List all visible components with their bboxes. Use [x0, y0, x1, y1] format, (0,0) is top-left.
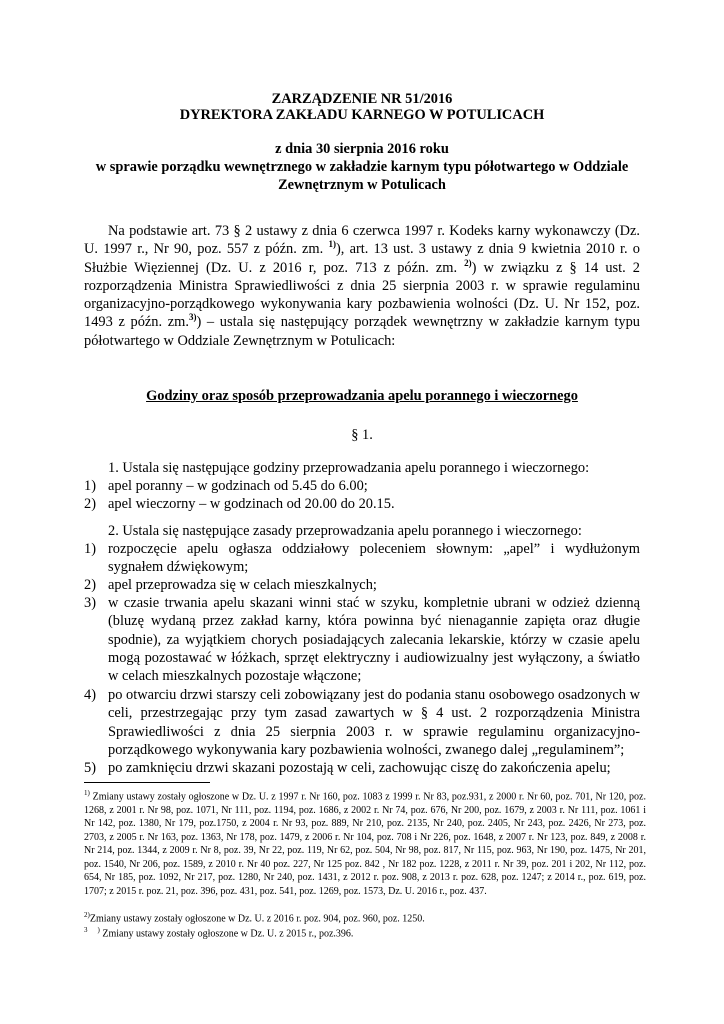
- issuer-title: DYREKTORA ZAKŁADU KARNEGO W POTULICACH: [179, 107, 545, 123]
- footnote-mark: 3: [84, 926, 88, 934]
- list-item-text: apel przeprowadza się w celach mieszkalnych;: [108, 577, 377, 593]
- footnote-ref-2: 2): [464, 257, 472, 268]
- list-item-text: apel poranny – w godzinach od 5.45 do 6.00;: [108, 478, 368, 494]
- footnote-mark-paren: ): [97, 926, 100, 934]
- footnote-text: Zmiany ustawy zostały ogłoszone w Dz. U. z 2015 r., poz.396.: [102, 928, 354, 940]
- footnote-text: Zmiany ustawy zostały ogłoszone w Dz. U. z 2016 r. poz. 904, poz. 960, poz. 1250.: [89, 913, 425, 925]
- list-item-text: po zamknięciu drzwi skazani pozostają w celi, zachowując ciszę do zakończenia apelu;: [108, 760, 611, 776]
- list-item: [84, 540, 640, 577]
- intro-text-3: ) w związku z § 14 ust. 2 rozporządzenia Ministra Sprawiedliwości z dnia 25 sierpnia 2003 r. w sprawie regulaminu organizacyjno-porządkowego wykonywania kary pozbawienia wolności (Dz. U. Nr 152, poz. 1493 z późn. zm.: [84, 259, 640, 331]
- list-item-number: 2): [84, 496, 96, 512]
- list-item-number: 4): [84, 687, 96, 703]
- list-item-number: 1): [84, 478, 96, 494]
- paragraph-mark: § 1.: [351, 427, 373, 443]
- list-item: [84, 594, 640, 685]
- list-item-number: 1): [84, 541, 96, 557]
- point-2-lead: 2. Ustala się następujące zasady przeprowadzania apelu porannego i wieczornego:: [108, 523, 582, 539]
- list-item-text: rozpoczęcie apelu ogłasza oddziałowy poleceniem słownym: „apel” i wydłużonym sygnałem dźwiękowym;: [108, 541, 640, 576]
- list-item-number: 5): [84, 760, 96, 776]
- list-item-text: w czasie trwania apelu skazani winni stać w szyku, kompletnie ubrani w odzież dzienną (bluzę wydaną przez zakład karny, która powinna być nienagannie zapięta oraz długie spodnie), za wyjątkiem chorych posiadających zalecania lekarskie, którzy w czasie apelu mogą pozostawać w łóżkach, sprzęt elektryczny i audiowizualny jest wyłączony, a światło w celach mieszkalnych pozostaje włączone;: [108, 595, 640, 685]
- list-item-number: 3): [84, 595, 96, 611]
- intro-text-4: ) – ustala się następujący porządek wewnętrzny w zakładzie karnym typu półotwartego w Oddziale Zewnętrznym w Potulicach:: [84, 314, 640, 349]
- list-item-number: 2): [84, 577, 96, 593]
- list-item: [84, 576, 640, 594]
- ordinance-date: z dnia 30 sierpnia 2016 roku: [275, 141, 449, 157]
- footnote-1: [84, 787, 646, 898]
- list-item-text: po otwarciu drzwi starszy celi zobowiązany jest do podania stanu osobowego osadzonych w celi, przestrzegając przy tym zasad zawartych w § 4 ust. 2 rozporządzenia Ministra Sprawiedliwości z dnia 25 sierpnia 2003 r. w sprawie regulaminu organizacyjno-porządkowego wykonywania kary pozbawienia wolności, zwanego dalej „regulaminem”;: [108, 687, 640, 758]
- footnote-mark: 1): [84, 789, 90, 797]
- footnote-3: [84, 924, 646, 941]
- list-item: [84, 686, 640, 759]
- subject-line-1: w sprawie porządku wewnętrznego w zakładzie karnym typu półotwartego w Oddziale: [95, 159, 629, 175]
- list-item: [84, 477, 640, 495]
- footnote-separator: [84, 782, 210, 783]
- section-heading: Godziny oraz sposób przeprowadzania apelu porannego i wieczornego: [146, 388, 578, 404]
- list-item-text: apel wieczorny – w godzinach od 20.00 do 20.15.: [108, 496, 395, 512]
- intro-text-1: Na podstawie art. 73 § 2 ustawy z dnia 6 czerwca 1997 r. Kodeks karny wykonawczy (Dz. U. 1997 r., Nr 90, poz. 557 z późn. zm.: [84, 223, 640, 258]
- legal-basis-paragraph: [84, 222, 640, 350]
- footnote-mark: 2): [84, 911, 90, 919]
- intro-text-2: ), art. 13 ust. 3 ustawy z dnia 9 kwietnia 2010 r. o Służbie Więziennej (Dz. U. z 2016 r, poz. 713 z późn. zm.: [84, 241, 640, 276]
- list-item: [84, 759, 640, 777]
- list-item: [84, 495, 640, 513]
- footnote-ref-3: 3): [188, 312, 197, 323]
- footnote-ref-1: 1): [328, 239, 336, 250]
- footnote-text: Zmiany ustawy zostały ogłoszone w Dz. U. z 1997 r. Nr 160, poz. 1083 z 1999 r. Nr 83, poz.931, z 2000 r. Nr 60, poz. 701, Nr 120, poz. 1268, z 2001 r. Nr 98, poz. 1071, Nr 111, poz. 1194, poz. 1686, z 2002 r. Nr 74, poz. 676, Nr 200, poz. 1679, z 2003 r. Nr 111, poz. 1061 i Nr 142, poz. 1380, Nr 179, poz.1750, z 2004 r. Nr 93, poz. 889, Nr 210, poz. 2135, Nr 240, poz. 2405, Nr 243, poz. 2426, Nr 273, poz. 2703, z 2005 r. Nr 163, poz. 1363, Nr 178, poz. 1479, z 2006 r. Nr 104, poz. 708 i Nr 226, poz. 1648, z 2007 r. Nr 123, poz. 849, z 2008 r. Nr 214, poz. 1344, z 2009 r. Nr 8, poz. 39, Nr 22, poz. 119, Nr 62, poz. 504, Nr 98, poz. 817, Nr 115, poz. 963, Nr 190, poz. 1475, Nr 201, poz. 1540, Nr 206, poz. 1589, z 2010 r. Nr 40 poz. 227, Nr 125 poz. 842 , Nr 182 poz. 1228, z 2011 r. Nr 39, poz. 201 i 202, Nr 112, poz. 654, Nr 185, poz. 1092, Nr 217, poz. 1280, Nr 240, poz. 1431, z 2012 r. poz. 908, z 2013 r. poz. 628, poz. 1247; z 2014 r., poz. 619, poz. 1707; z 2015 r. poz. 21, poz. 396, poz. 431, poz. 541, poz. 1269, poz. 1573, Dz. U. 2016 r., poz. 437.: [84, 791, 647, 897]
- subject-line-2: Zewnętrznym w Potulicach: [278, 177, 446, 193]
- point-1-lead: 1. Ustala się następujące godziny przeprowadzania apelu porannego i wieczornego:: [108, 460, 590, 476]
- ordinance-number: ZARZĄDZENIE NR 51/2016: [271, 91, 453, 107]
